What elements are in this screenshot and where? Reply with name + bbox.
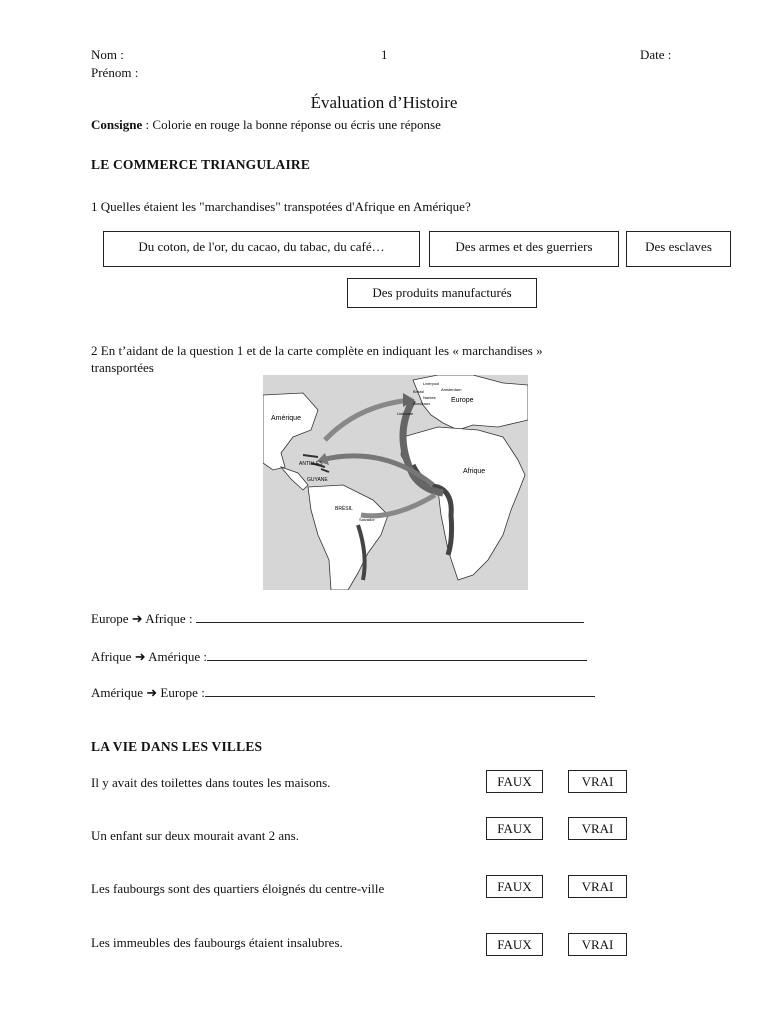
answer-line[interactable] xyxy=(196,622,584,623)
vrai-label: VRAI xyxy=(581,821,614,836)
route-europe-afrique xyxy=(91,611,584,627)
faux-box[interactable] xyxy=(486,817,543,840)
map-label-salvador: Salvador xyxy=(359,517,375,522)
map-drawing xyxy=(263,375,528,590)
question-2-line2: transportées xyxy=(91,360,154,375)
map-label-lisbonne: Lisbonne xyxy=(397,411,414,416)
vrai-label: VRAI xyxy=(581,937,614,952)
consigne-text: : Colorie en rouge la bonne réponse ou écris une réponse xyxy=(142,117,441,132)
map-label-bresil: BRÉSIL xyxy=(335,506,353,512)
vrai-box[interactable] xyxy=(568,933,627,956)
map-label-amerique: Amérique xyxy=(271,415,301,422)
route-from: Europe xyxy=(91,611,129,626)
page-title: Évaluation d’Histoire xyxy=(310,93,458,112)
page-number: 1 xyxy=(381,47,388,62)
answer-option-text: Des produits manufacturés xyxy=(372,285,512,300)
route-amerique-europe xyxy=(91,685,595,701)
statement: Il y avait des toilettes dans toutes les maisons. xyxy=(91,775,331,790)
answer-option-text: Du coton, de l'or, du cacao, du tabac, du café… xyxy=(138,239,385,254)
consigne-label: Consigne xyxy=(91,117,143,132)
answer-option-box[interactable] xyxy=(429,231,619,267)
triangular-trade-map xyxy=(263,375,528,590)
vrai-label: VRAI xyxy=(581,774,614,789)
vrai-box[interactable] xyxy=(568,817,627,840)
vrai-label: VRAI xyxy=(581,879,614,894)
faux-label: FAUX xyxy=(497,937,532,952)
route-afrique-amerique xyxy=(91,649,587,665)
answer-option-box[interactable] xyxy=(626,231,731,267)
map-label-bristol: Bristol xyxy=(413,389,425,394)
map-label-amsterdam: Amsterdam xyxy=(441,387,462,392)
question-1: 1 Quelles étaient les "marchandises" transpotées d'Afrique en Amérique? xyxy=(91,199,471,214)
statement: Les immeubles des faubourgs étaient insalubres. xyxy=(91,935,343,950)
route-separator: : xyxy=(185,611,196,626)
nom-label: Nom : xyxy=(91,47,124,62)
map-label-europe: Europe xyxy=(451,397,474,404)
map-label-antilles: ANTILLES xyxy=(299,461,323,467)
answer-option-box[interactable] xyxy=(347,278,537,308)
section-heading-commerce: LE COMMERCE TRIANGULAIRE xyxy=(91,157,311,172)
answer-option-text: Des armes et des guerriers xyxy=(455,239,593,254)
route-from: Afrique xyxy=(91,649,132,664)
answer-option-box[interactable] xyxy=(103,231,420,267)
faux-label: FAUX xyxy=(497,774,532,789)
faux-box[interactable] xyxy=(486,770,543,793)
section-heading-villes: LA VIE DANS LES VILLES xyxy=(91,739,263,754)
map-label-guyane: GUYANE xyxy=(307,477,328,483)
answer-line[interactable] xyxy=(205,696,595,697)
vrai-box[interactable] xyxy=(568,875,627,898)
statement: Un enfant sur deux mourait avant 2 ans. xyxy=(91,828,299,843)
prenom-label: Prénom : xyxy=(91,65,139,80)
map-label-liverpool: Liverpool xyxy=(423,381,440,386)
consigne xyxy=(91,117,441,133)
answer-line[interactable] xyxy=(207,660,587,661)
route-to: Amérique xyxy=(148,649,201,664)
faux-label: FAUX xyxy=(497,879,532,894)
route-separator: : xyxy=(197,685,205,700)
faux-label: FAUX xyxy=(497,821,532,836)
map-label-afrique: Afrique xyxy=(463,468,486,475)
vrai-box[interactable] xyxy=(568,770,627,793)
faux-box[interactable] xyxy=(486,875,543,898)
answer-option-text: Des esclaves xyxy=(645,239,712,254)
date-label: Date : xyxy=(640,47,672,62)
arrow-right-icon: ➜ xyxy=(131,611,143,626)
statement: Les faubourgs sont des quartiers éloignés du centre-ville xyxy=(91,881,385,896)
route-to: Europe xyxy=(160,685,198,700)
faux-box[interactable] xyxy=(486,933,543,956)
question-2-line1: 2 En t’aidant de la question 1 et de la carte complète en indiquant les « marchandises » xyxy=(91,343,543,358)
arrow-right-icon: ➜ xyxy=(146,685,158,700)
map-label-nantes: Nantes xyxy=(423,395,436,400)
route-to: Afrique xyxy=(145,611,186,626)
arrow-right-icon: ➜ xyxy=(134,649,146,664)
route-from: Amérique xyxy=(91,685,143,700)
route-separator: : xyxy=(200,649,207,664)
map-label-bordeaux: Bordeaux xyxy=(413,401,431,406)
